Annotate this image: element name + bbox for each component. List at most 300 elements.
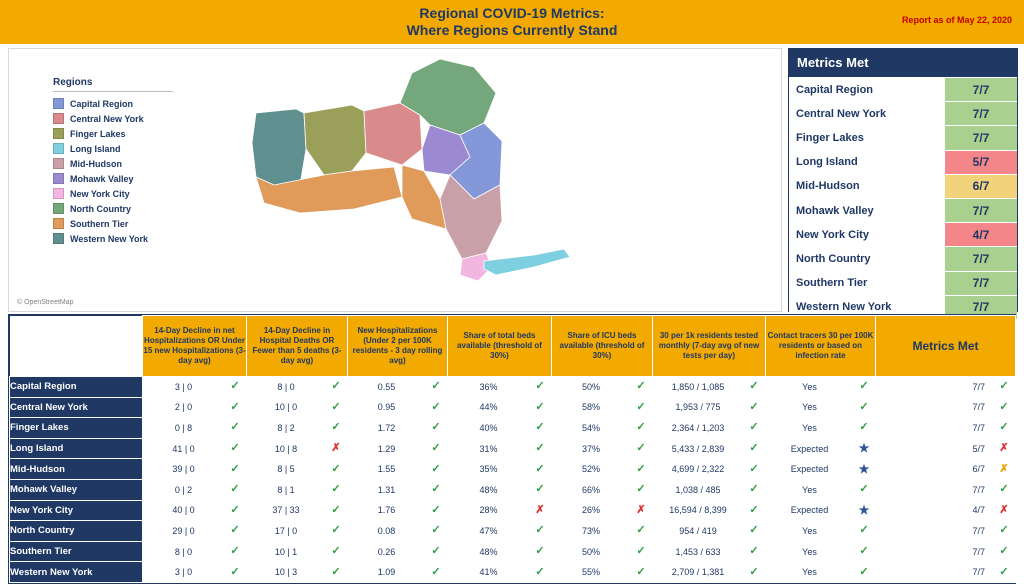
cell-value: 73% — [581, 525, 600, 536]
check-icon: ✓ — [331, 380, 341, 393]
check-icon: ✓ — [230, 462, 240, 475]
cell-testing — [653, 479, 766, 500]
table-header-row — [10, 316, 1016, 377]
map-attribution: © OpenStreetMap — [17, 299, 74, 306]
cell-deaths-decline — [247, 377, 348, 398]
legend-swatch-icon — [53, 203, 64, 214]
cell-value: Expected — [790, 505, 829, 516]
cell-value: Yes — [802, 525, 817, 536]
check-icon: ✓ — [431, 483, 441, 496]
metrics-met-score: 7/7 — [944, 247, 1017, 270]
check-icon: ✓ — [535, 524, 545, 537]
cell-value: 1.55 — [377, 464, 396, 475]
cell-value: 48% — [479, 484, 498, 495]
map-panel[interactable] — [8, 48, 782, 312]
check-icon: ✓ — [999, 380, 1009, 393]
legend-item — [53, 141, 183, 156]
cross-icon: ✗ — [636, 503, 646, 516]
check-icon: ✓ — [331, 483, 341, 496]
cell-metrics-met — [876, 479, 1016, 500]
cell-value: 0.55 — [377, 381, 396, 392]
cell-value: 954 / 419 — [679, 525, 717, 536]
metrics-met-region: Mohawk Valley — [789, 199, 944, 222]
column-header-deaths-decline: 14-Day Decline in Hospital Deaths OR Fewer than 5 deaths (3-day avg) — [247, 316, 348, 377]
metrics-met-panel — [788, 48, 1018, 315]
cell-contact-tracers — [766, 459, 876, 480]
legend-label: Finger Lakes — [70, 128, 126, 139]
column-header-icu-beds: Share of ICU beds available (threshold of 30%) — [552, 316, 653, 377]
cell-testing — [653, 377, 766, 398]
cell-value: 8 | 2 — [277, 422, 295, 433]
legend-label: Southern Tier — [70, 218, 129, 229]
cell-testing — [653, 438, 766, 459]
check-icon: ✓ — [331, 503, 341, 516]
metrics-met-row — [789, 246, 1017, 270]
cross-icon: ✗ — [999, 462, 1009, 475]
metrics-met-region: New York City — [789, 223, 944, 246]
check-icon: ✓ — [535, 380, 545, 393]
check-icon: ✓ — [859, 545, 869, 558]
cell-value: 17 | 0 — [274, 525, 298, 536]
cell-value: 0.08 — [377, 525, 396, 536]
check-icon: ✓ — [859, 400, 869, 413]
cross-icon: ✗ — [999, 442, 1009, 455]
cell-value: 1,453 / 633 — [675, 546, 721, 557]
legend-swatch-icon — [53, 158, 64, 169]
table-row — [10, 377, 1016, 398]
metrics-met-score: 7/7 — [944, 199, 1017, 222]
star-icon: ★ — [858, 461, 870, 476]
cell-value: 1.31 — [377, 484, 396, 495]
table-row — [10, 459, 1016, 480]
cell-new-hospitalizations — [348, 438, 448, 459]
check-icon: ✓ — [230, 545, 240, 558]
cell-deaths-decline — [247, 500, 348, 521]
cell-hospitalizations-decline — [143, 562, 247, 583]
table-row — [10, 479, 1016, 500]
check-icon: ✓ — [230, 442, 240, 455]
cell-icu-beds — [552, 459, 653, 480]
cell-value: 1,953 / 775 — [675, 402, 721, 413]
check-icon: ✓ — [431, 524, 441, 537]
cell-value: 3 | 0 — [174, 567, 193, 578]
cell-contact-tracers — [766, 541, 876, 562]
check-icon: ✓ — [331, 565, 341, 578]
metrics-met-region: Capital Region — [789, 78, 944, 101]
legend-swatch-icon — [53, 218, 64, 229]
cell-value: 0.26 — [377, 546, 396, 557]
cell-testing — [653, 397, 766, 418]
cell-metrics-met — [876, 397, 1016, 418]
metrics-met-score: 6/7 — [944, 175, 1017, 198]
cell-metrics-met — [876, 418, 1016, 439]
cell-value: 50% — [581, 381, 600, 392]
cell-deaths-decline — [247, 459, 348, 480]
table-row — [10, 500, 1016, 521]
cell-total-beds — [448, 521, 552, 542]
legend-item — [53, 126, 183, 141]
check-icon: ✓ — [230, 421, 240, 434]
row-region-label: Mohawk Valley — [10, 479, 143, 500]
cell-hospitalizations-decline — [143, 418, 247, 439]
check-icon: ✓ — [331, 421, 341, 434]
cell-metrics-met — [876, 521, 1016, 542]
check-icon: ✓ — [331, 400, 341, 413]
check-icon: ✓ — [331, 524, 341, 537]
cell-value: 1,038 / 485 — [675, 484, 721, 495]
table-row — [10, 521, 1016, 542]
cell-total-beds — [448, 459, 552, 480]
metrics-met-row — [789, 198, 1017, 222]
legend-label: North Country — [70, 203, 131, 214]
check-icon: ✓ — [859, 380, 869, 393]
cell-new-hospitalizations — [348, 418, 448, 439]
cell-icu-beds — [552, 438, 653, 459]
table-row — [10, 438, 1016, 459]
metrics-met-row — [789, 222, 1017, 246]
metrics-met-score: 4/7 — [944, 223, 1017, 246]
check-icon: ✓ — [859, 483, 869, 496]
cell-total-beds — [448, 438, 552, 459]
legend-item — [53, 186, 183, 201]
cell-value: Yes — [802, 402, 817, 413]
cell-value: 48% — [479, 546, 498, 557]
row-region-label: Capital Region — [10, 377, 143, 398]
cell-value: 36% — [479, 381, 498, 392]
cell-value: 2 | 0 — [174, 402, 193, 413]
page-title — [407, 5, 618, 39]
cell-total-beds — [448, 397, 552, 418]
cell-value: 54% — [581, 422, 600, 433]
cell-contact-tracers — [766, 377, 876, 398]
cell-value: 3 | 0 — [174, 381, 193, 392]
metrics-table-body — [10, 377, 1016, 583]
check-icon: ✓ — [636, 545, 646, 558]
cell-metrics-met — [876, 438, 1016, 459]
legend-swatch-icon — [53, 173, 64, 184]
cell-hospitalizations-decline — [143, 438, 247, 459]
metrics-met-row — [789, 150, 1017, 174]
cell-value: 35% — [479, 464, 498, 475]
cell-deaths-decline — [247, 479, 348, 500]
cell-metrics-met — [876, 500, 1016, 521]
check-icon: ✓ — [859, 565, 869, 578]
cell-value: 52% — [581, 464, 600, 475]
check-icon: ✓ — [999, 400, 1009, 413]
metrics-met-region: Long Island — [789, 151, 944, 174]
legend-title: Regions — [53, 77, 173, 92]
map-region-southern-tier-east — [402, 165, 446, 229]
legend-swatch-icon — [53, 233, 64, 244]
page-title-line2: Where Regions Currently Stand — [406, 22, 618, 38]
legend-label: Long Island — [70, 143, 121, 154]
cell-contact-tracers — [766, 479, 876, 500]
metrics-met-region: North Country — [789, 247, 944, 270]
cell-new-hospitalizations — [348, 541, 448, 562]
cell-value: Yes — [802, 422, 817, 433]
check-icon: ✓ — [230, 524, 240, 537]
cell-testing — [653, 521, 766, 542]
cell-metrics-met — [876, 541, 1016, 562]
check-icon: ✓ — [636, 400, 646, 413]
cell-value: 50% — [581, 546, 600, 557]
cell-total-beds — [448, 479, 552, 500]
cell-icu-beds — [552, 562, 653, 583]
row-region-label: Long Island — [10, 438, 143, 459]
cell-value: 29 | 0 — [172, 525, 195, 536]
check-icon: ✓ — [749, 380, 759, 393]
legend-label: New York City — [70, 188, 130, 199]
cell-value: 6/7 — [972, 464, 985, 475]
check-icon: ✓ — [230, 483, 240, 496]
cell-value: 2,364 / 1,203 — [671, 422, 725, 433]
check-icon: ✓ — [636, 524, 646, 537]
cell-value: Expected — [790, 443, 829, 454]
cell-hospitalizations-decline — [143, 541, 247, 562]
row-region-label: Central New York — [10, 397, 143, 418]
cell-new-hospitalizations — [348, 479, 448, 500]
cell-hospitalizations-decline — [143, 377, 247, 398]
cell-hospitalizations-decline — [143, 397, 247, 418]
cell-value: 8 | 0 — [174, 546, 193, 557]
map-legend — [53, 77, 183, 246]
cell-value: 44% — [479, 402, 498, 413]
metrics-met-row — [789, 271, 1017, 295]
cell-testing — [653, 418, 766, 439]
cell-value: Yes — [802, 546, 817, 557]
check-icon: ✓ — [636, 483, 646, 496]
check-icon: ✓ — [331, 462, 341, 475]
cell-metrics-met — [876, 562, 1016, 583]
cell-icu-beds — [552, 397, 653, 418]
legend-item — [53, 111, 183, 126]
check-icon: ✓ — [859, 524, 869, 537]
check-icon: ✓ — [749, 483, 759, 496]
table-row — [10, 541, 1016, 562]
metrics-met-score: 7/7 — [944, 78, 1017, 101]
metrics-table — [9, 315, 1016, 583]
cell-total-beds — [448, 541, 552, 562]
column-header-metrics-met: Metrics Met — [876, 316, 1016, 377]
legend-swatch-icon — [53, 128, 64, 139]
cell-total-beds — [448, 562, 552, 583]
check-icon: ✓ — [999, 483, 1009, 496]
check-icon: ✓ — [331, 545, 341, 558]
cell-new-hospitalizations — [348, 397, 448, 418]
cell-value: 1.29 — [377, 443, 396, 454]
metrics-table-head — [10, 316, 1016, 377]
cross-icon: ✗ — [535, 503, 545, 516]
check-icon: ✓ — [859, 421, 869, 434]
cell-value: 37 | 33 — [272, 505, 300, 516]
metrics-met-score: 7/7 — [944, 126, 1017, 149]
cell-new-hospitalizations — [348, 500, 448, 521]
cell-value: 8 | 1 — [277, 484, 295, 495]
metrics-table-container — [8, 314, 1016, 584]
check-icon: ✓ — [999, 565, 1009, 578]
cell-new-hospitalizations — [348, 562, 448, 583]
cell-deaths-decline — [247, 397, 348, 418]
check-icon: ✓ — [749, 524, 759, 537]
legend-item — [53, 171, 183, 186]
cell-value: 41% — [479, 567, 498, 578]
check-icon: ✓ — [749, 400, 759, 413]
metrics-met-row — [789, 125, 1017, 149]
legend-item — [53, 231, 183, 246]
row-region-label: Mid-Hudson — [10, 459, 143, 480]
metrics-met-region: Finger Lakes — [789, 126, 944, 149]
check-icon: ✓ — [749, 545, 759, 558]
check-icon: ✓ — [636, 442, 646, 455]
metrics-met-score: 7/7 — [944, 296, 1017, 319]
cell-testing — [653, 459, 766, 480]
metrics-met-score: 7/7 — [944, 272, 1017, 295]
cell-value: 7/7 — [972, 402, 985, 413]
cell-value: 31% — [479, 443, 498, 454]
cell-value: 4,699 / 2,322 — [671, 464, 725, 475]
cell-value: 37% — [581, 443, 600, 454]
map-region-long-island — [484, 249, 570, 275]
check-icon: ✓ — [999, 421, 1009, 434]
report-date-note: Report as of May 22, 2020 — [901, 15, 1012, 25]
cell-value: 47% — [479, 525, 498, 536]
check-icon: ✓ — [749, 503, 759, 516]
legend-swatch-icon — [53, 188, 64, 199]
column-header-hospitalizations-decline: 14-Day Decline in net Hospitalizations OR Under 15 new Hospitalizations (3-day avg) — [143, 316, 247, 377]
check-icon: ✓ — [431, 442, 441, 455]
check-icon: ✓ — [230, 565, 240, 578]
cell-value: 0 | 2 — [174, 484, 193, 495]
check-icon: ✓ — [230, 400, 240, 413]
legend-swatch-icon — [53, 113, 64, 124]
legend-item — [53, 201, 183, 216]
check-icon: ✓ — [535, 400, 545, 413]
cell-value: 28% — [479, 505, 498, 516]
check-icon: ✓ — [431, 462, 441, 475]
cell-value: 40% — [479, 422, 498, 433]
cell-value: 39 | 0 — [172, 464, 195, 475]
check-icon: ✓ — [535, 545, 545, 558]
metrics-met-region: Western New York — [789, 296, 944, 319]
row-region-label: North Country — [10, 521, 143, 542]
cell-value: 41 | 0 — [172, 443, 195, 454]
cell-hospitalizations-decline — [143, 459, 247, 480]
check-icon: ✓ — [431, 400, 441, 413]
cell-value: 55% — [581, 567, 600, 578]
cell-contact-tracers — [766, 562, 876, 583]
cell-value: 7/7 — [972, 381, 985, 392]
metrics-met-region: Central New York — [789, 102, 944, 125]
row-region-label: Finger Lakes — [10, 418, 143, 439]
cell-deaths-decline — [247, 418, 348, 439]
legend-label: Capital Region — [70, 98, 134, 109]
check-icon: ✓ — [535, 442, 545, 455]
metrics-met-score: 7/7 — [944, 102, 1017, 125]
cell-total-beds — [448, 500, 552, 521]
cell-value: 1.72 — [377, 422, 396, 433]
cell-contact-tracers — [766, 397, 876, 418]
cell-value: 10 | 0 — [274, 402, 298, 413]
cell-testing — [653, 562, 766, 583]
table-row — [10, 418, 1016, 439]
cell-metrics-met — [876, 459, 1016, 480]
cell-metrics-met — [876, 377, 1016, 398]
row-region-label: Western New York — [10, 562, 143, 583]
map-region-central-new-york — [364, 103, 422, 165]
cell-total-beds — [448, 418, 552, 439]
check-icon: ✓ — [230, 380, 240, 393]
cell-value: 10 | 1 — [274, 546, 298, 557]
cell-value: 7/7 — [972, 567, 985, 578]
cell-icu-beds — [552, 377, 653, 398]
cell-value: 7/7 — [972, 422, 985, 433]
cell-contact-tracers — [766, 521, 876, 542]
check-icon: ✓ — [749, 462, 759, 475]
check-icon: ✓ — [999, 524, 1009, 537]
cell-value: 1,850 / 1,085 — [671, 381, 725, 392]
check-icon: ✓ — [431, 545, 441, 558]
cell-testing — [653, 541, 766, 562]
cell-value: 1.09 — [377, 567, 396, 578]
cell-hospitalizations-decline — [143, 521, 247, 542]
cell-testing — [653, 500, 766, 521]
check-icon: ✓ — [431, 421, 441, 434]
check-icon: ✓ — [535, 483, 545, 496]
check-icon: ✓ — [636, 421, 646, 434]
cell-value: 4/7 — [972, 505, 985, 516]
legend-item — [53, 156, 183, 171]
row-region-label: New York City — [10, 500, 143, 521]
cell-deaths-decline — [247, 438, 348, 459]
cell-deaths-decline — [247, 562, 348, 583]
cell-value: 5,433 / 2,839 — [671, 443, 725, 454]
metrics-met-row — [789, 101, 1017, 125]
cross-icon: ✗ — [331, 442, 341, 455]
new-york-state-map[interactable] — [234, 53, 574, 303]
check-icon: ✓ — [535, 462, 545, 475]
star-icon: ★ — [858, 502, 870, 517]
cell-contact-tracers — [766, 500, 876, 521]
legend-swatch-icon — [53, 98, 64, 109]
cell-value: 8 | 0 — [277, 381, 295, 392]
check-icon: ✓ — [999, 545, 1009, 558]
metrics-met-score: 5/7 — [944, 151, 1017, 174]
cell-new-hospitalizations — [348, 377, 448, 398]
cell-value: 26% — [581, 505, 600, 516]
check-icon: ✓ — [636, 462, 646, 475]
cell-contact-tracers — [766, 438, 876, 459]
column-header-testing: 30 per 1k residents tested monthly (7-day avg of new tests per day) — [653, 316, 766, 377]
cell-value: 1.76 — [377, 505, 396, 516]
cell-value: 7/7 — [972, 484, 985, 495]
legend-swatch-icon — [53, 143, 64, 154]
star-icon: ★ — [858, 441, 870, 456]
map-region-finger-lakes — [304, 105, 366, 175]
metrics-met-panel-title: Metrics Met — [797, 55, 869, 70]
cell-value: 10 | 8 — [274, 443, 298, 454]
cell-value: 7/7 — [972, 525, 985, 536]
map-region-western-new-york — [252, 109, 306, 185]
check-icon: ✓ — [535, 421, 545, 434]
legend-label: Western New York — [70, 233, 149, 244]
page-header — [0, 0, 1024, 44]
check-icon: ✓ — [749, 565, 759, 578]
cell-value: Yes — [802, 381, 817, 392]
cross-icon: ✗ — [999, 503, 1009, 516]
legend-item — [53, 216, 183, 231]
cell-deaths-decline — [247, 541, 348, 562]
legend-label: Mohawk Valley — [70, 173, 134, 184]
